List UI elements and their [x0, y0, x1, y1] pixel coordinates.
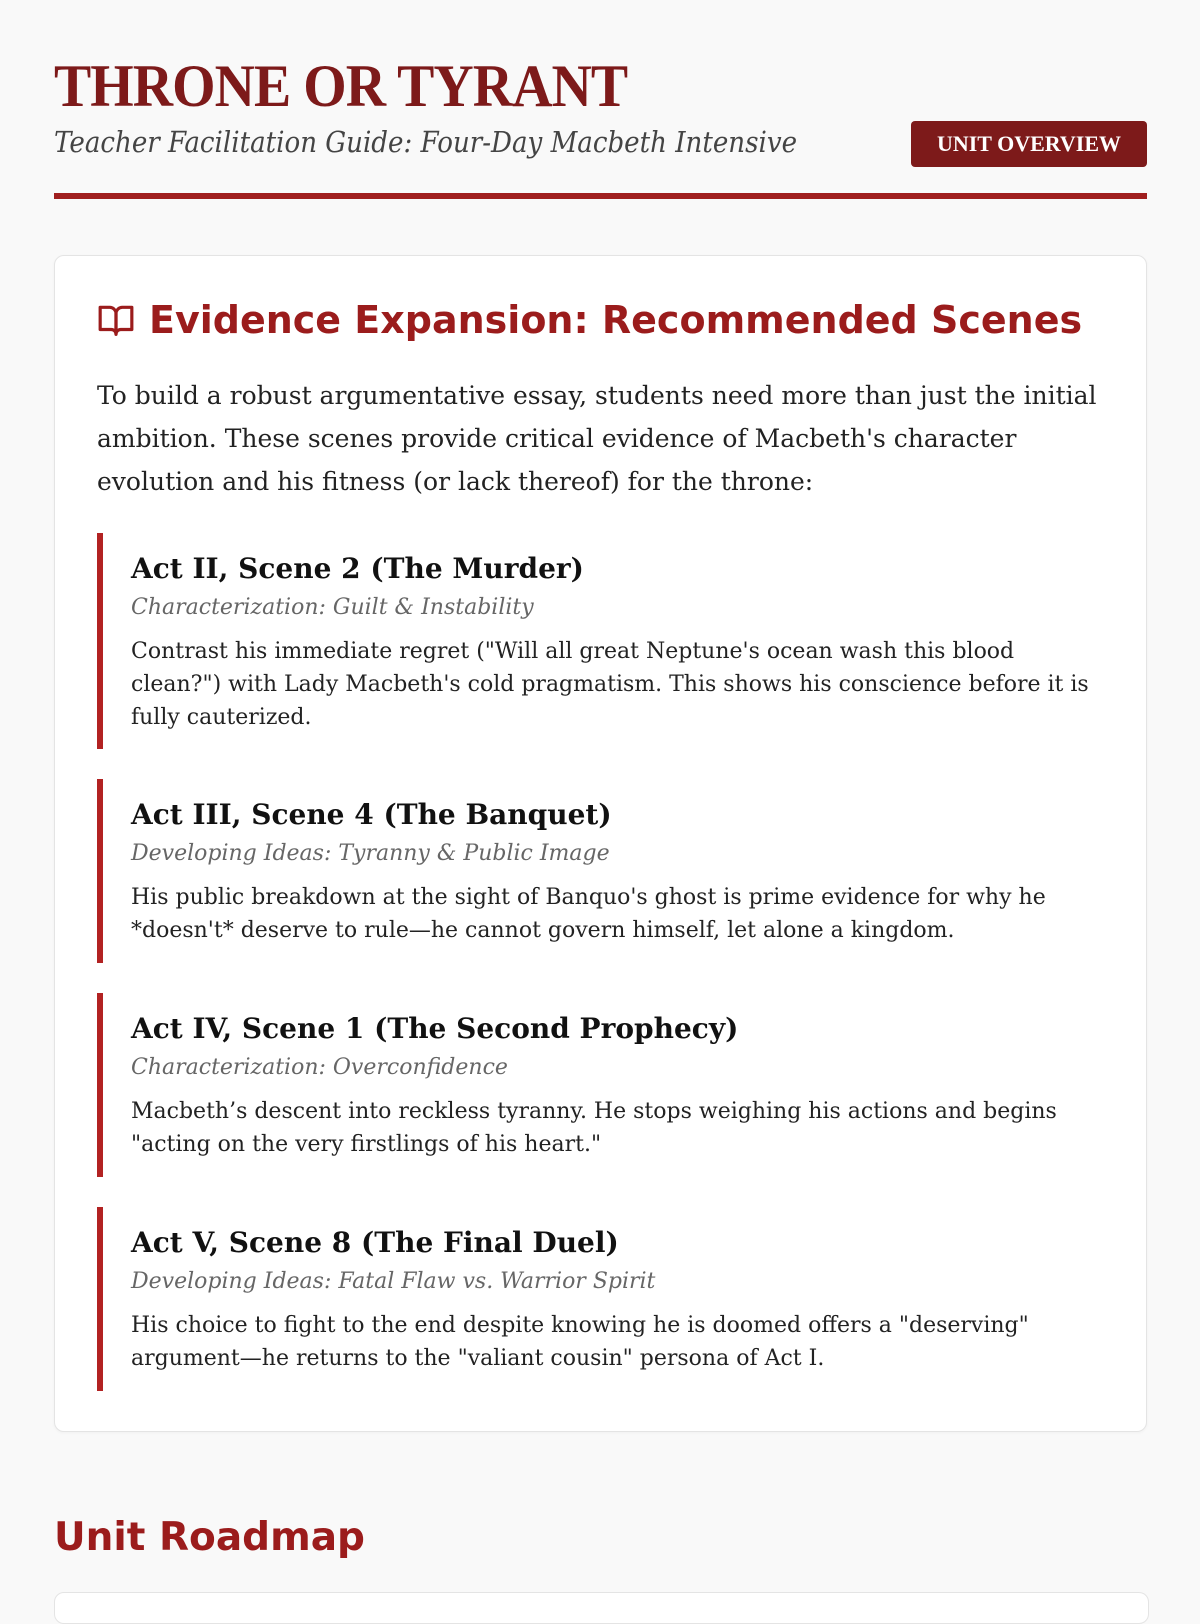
evidence-heading	[97, 298, 1082, 342]
header-divider	[54, 193, 1147, 199]
roadmap-heading: Unit Roadmap	[54, 1515, 365, 1560]
scene-item	[97, 993, 1107, 1177]
scene-title: Act III, Scene 4 (The Banquet)	[131, 798, 612, 831]
scene-tag: Characterization: Guilt & Instability	[131, 595, 534, 620]
roadmap-card	[54, 1592, 1149, 1624]
open-book-icon	[97, 301, 135, 339]
scene-title: Act II, Scene 2 (The Murder)	[131, 552, 584, 585]
scene-item	[97, 533, 1107, 749]
scene-description: Contrast his immediate regret ("Will all great Neptune's ocean wash this blood clean?") with Lady Macbeth's cold pragmatism. This shows his conscience before it is fully cauterized.	[131, 639, 1089, 730]
evidence-card	[54, 255, 1147, 1432]
scene-tag: Developing Ideas: Fatal Flaw vs. Warrior Spirit	[131, 1269, 656, 1294]
scene-tag: Developing Ideas: Tyranny & Public Image	[131, 841, 610, 866]
page-title: THRONE OR TYRANT	[54, 53, 628, 119]
evidence-intro: To build a robust argumentative essay, students need more than just the initial ambition. These scenes provide critical evidence of Macbeth's character evolution and his fitness (or lack thereof) for the throne:	[97, 381, 1097, 496]
page	[54, 0, 1147, 1560]
evidence-title: Evidence Expansion: Recommended Scenes	[149, 298, 1083, 342]
unit-overview-button[interactable]: UNIT OVERVIEW	[911, 121, 1147, 167]
scene-title: Act V, Scene 8 (The Final Duel)	[131, 1226, 619, 1259]
scene-description: Macbeth’s descent into reckless tyranny. He stops weighing his actions and begins "acting on the very firstlings of his heart."	[131, 1099, 1057, 1157]
page-subtitle: Teacher Facilitation Guide: Four-Day Macbeth Intensive	[54, 125, 798, 159]
scene-item	[97, 1207, 1107, 1391]
scene-description: His choice to fight to the end despite knowing he is doomed offers a "deserving" argument—he returns to the "valiant cousin" persona of Act I.	[131, 1313, 1029, 1371]
scene-title: Act IV, Scene 1 (The Second Prophecy)	[131, 1012, 739, 1045]
scene-tag: Characterization: Overconfidence	[131, 1055, 508, 1080]
page-header	[54, 0, 1147, 200]
scene-description: His public breakdown at the sight of Banquo's ghost is prime evidence for why he *doesn't* deserve to rule—he cannot govern himself, let alone a kingdom.	[131, 885, 1046, 943]
scene-item	[97, 779, 1107, 963]
